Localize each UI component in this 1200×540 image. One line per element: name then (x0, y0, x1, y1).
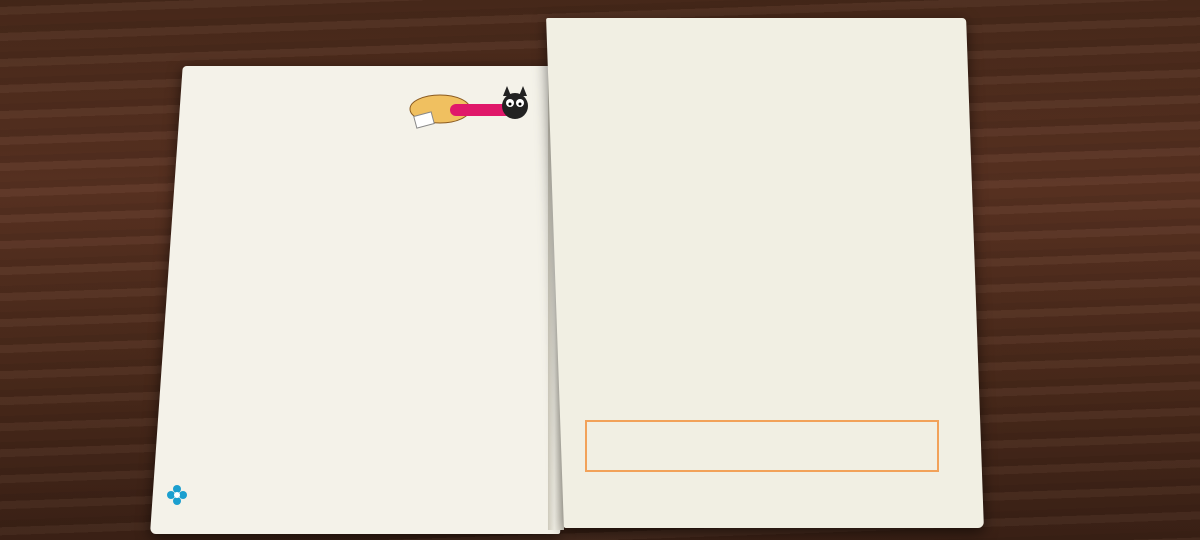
basket-illustration (395, 84, 545, 138)
clues-block (212, 350, 532, 367)
flower-icon (166, 484, 188, 506)
answers-box (585, 420, 939, 472)
